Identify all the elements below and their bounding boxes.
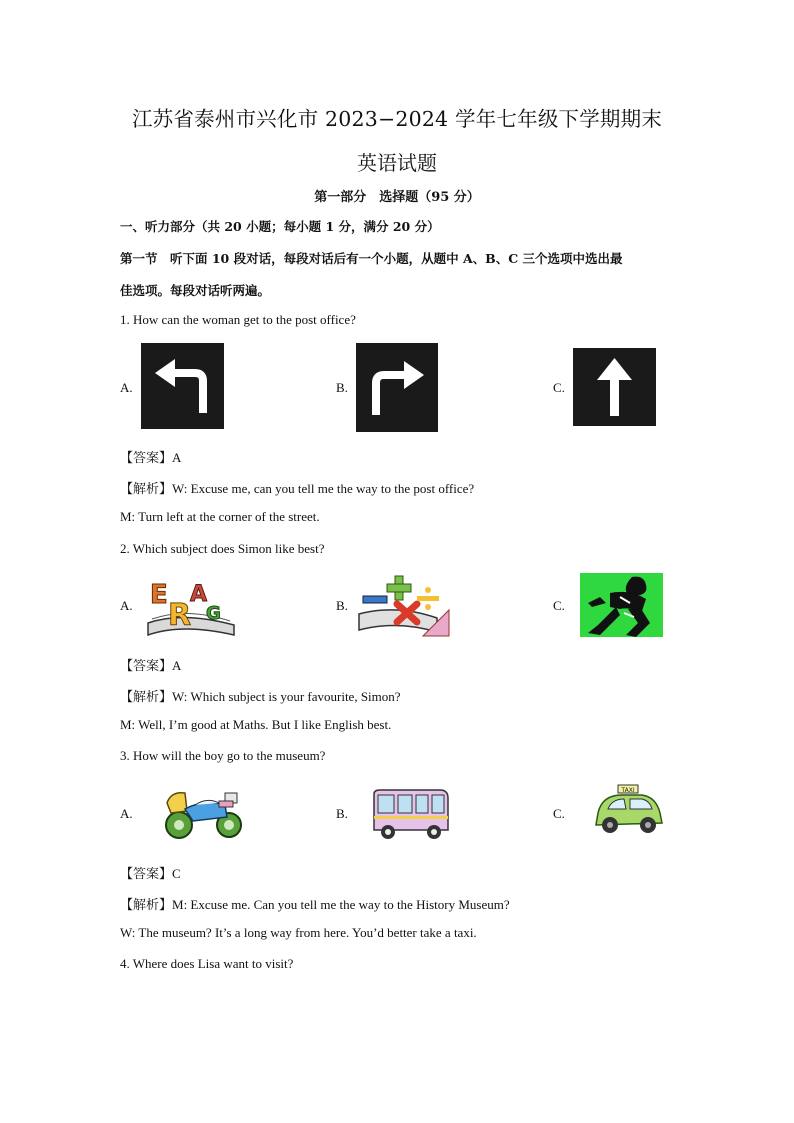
english-letters-book-icon bbox=[142, 575, 235, 637]
q3-option-a-label: A. bbox=[120, 806, 133, 821]
q1-option-a-image bbox=[141, 343, 224, 429]
straight-arrow-icon bbox=[573, 348, 656, 426]
answer-label: 【答案】 bbox=[120, 867, 173, 882]
q3-option-c-image bbox=[592, 783, 664, 837]
question-4-text: 4. Where does Lisa want to visit? bbox=[120, 956, 294, 971]
q1-analysis-2: M: Turn left at the corner of the street. bbox=[120, 509, 320, 524]
section-heading: 一、听力部分（共 20 小题；每小题 1 分，满分 20 分） bbox=[120, 219, 440, 234]
q2-option-b-label: B. bbox=[336, 598, 348, 613]
q2-option-b-image bbox=[357, 574, 451, 637]
answer-label: 【答案】 bbox=[120, 451, 173, 466]
turn-right-arrow-icon bbox=[356, 343, 438, 432]
q1-option-c-image bbox=[573, 348, 656, 426]
q2-option-c-image bbox=[580, 573, 663, 637]
q1-option-b-image bbox=[356, 343, 438, 432]
q3-answer bbox=[120, 863, 181, 882]
bus-icon bbox=[370, 788, 450, 842]
q2-option-a-image bbox=[142, 575, 235, 637]
q2-option-c-label: C. bbox=[553, 598, 565, 613]
q1-answer bbox=[120, 447, 181, 466]
answer-label: 【答案】 bbox=[120, 659, 173, 674]
analysis-text: W: Which subject is your favourite, Simon? bbox=[172, 689, 401, 704]
analysis-label: 【解析】 bbox=[120, 898, 173, 913]
answer-value: C bbox=[172, 866, 181, 881]
analysis-label: 【解析】 bbox=[120, 690, 173, 705]
svg-text:A: A bbox=[190, 582, 208, 607]
question-2-text: 2. Which subject does Simon like best? bbox=[120, 541, 325, 556]
svg-text:R: R bbox=[168, 598, 192, 633]
q1-option-a-label: A. bbox=[120, 380, 133, 395]
instructions-line-2: 佳选项。每段对话听两遍。 bbox=[120, 283, 271, 298]
q1-option-c-label: C. bbox=[553, 380, 565, 395]
question-1-text: 1. How can the woman get to the post office? bbox=[120, 312, 356, 327]
q3-option-b-label: B. bbox=[336, 806, 348, 821]
q2-option-a-label: A. bbox=[120, 598, 133, 613]
motorbike-icon bbox=[163, 781, 243, 841]
page-subtitle: 英语试题 bbox=[357, 151, 437, 175]
math-symbols-book-icon bbox=[357, 574, 451, 637]
q2-answer bbox=[120, 655, 181, 674]
q1-option-b-label: B. bbox=[336, 380, 348, 395]
analysis-text: W: Excuse me, can you tell me the way to the post office? bbox=[172, 481, 475, 496]
q3-option-b-image bbox=[370, 788, 450, 842]
taxi-sign: TAXI bbox=[621, 787, 635, 794]
q3-option-c-label: C. bbox=[553, 806, 565, 821]
sports-runner-icon bbox=[580, 573, 663, 637]
answer-value: A bbox=[172, 658, 182, 673]
q3-analysis-1 bbox=[120, 894, 510, 913]
q2-analysis-2: M: Well, I’m good at Maths. But I like English best. bbox=[120, 717, 392, 732]
instructions-line-1: 第一节 听下面 10 段对话，每段对话后有一个小题，从题中 A、B、C 三个选项中选出最 bbox=[120, 251, 623, 266]
svg-text:G: G bbox=[206, 603, 221, 624]
answer-value: A bbox=[172, 450, 182, 465]
turn-left-arrow-icon bbox=[141, 343, 224, 429]
q3-analysis-2: W: The museum? It’s a long way from here. You’d better take a taxi. bbox=[120, 925, 477, 940]
q2-analysis-1 bbox=[120, 686, 401, 705]
analysis-label: 【解析】 bbox=[120, 482, 173, 497]
question-3-text: 3. How will the boy go to the museum? bbox=[120, 748, 326, 763]
analysis-text: M: Excuse me. Can you tell me the way to the History Museum? bbox=[172, 897, 510, 912]
q3-option-a-image bbox=[163, 781, 243, 841]
taxi-icon bbox=[592, 783, 664, 837]
q1-analysis-1 bbox=[120, 478, 474, 497]
part-heading: 第一部分 选择题（95 分） bbox=[314, 190, 480, 205]
svg-text:E: E bbox=[150, 580, 168, 610]
page-title: 江苏省泰州市兴化市 2023−2024 学年七年级下学期期末 bbox=[131, 107, 663, 131]
